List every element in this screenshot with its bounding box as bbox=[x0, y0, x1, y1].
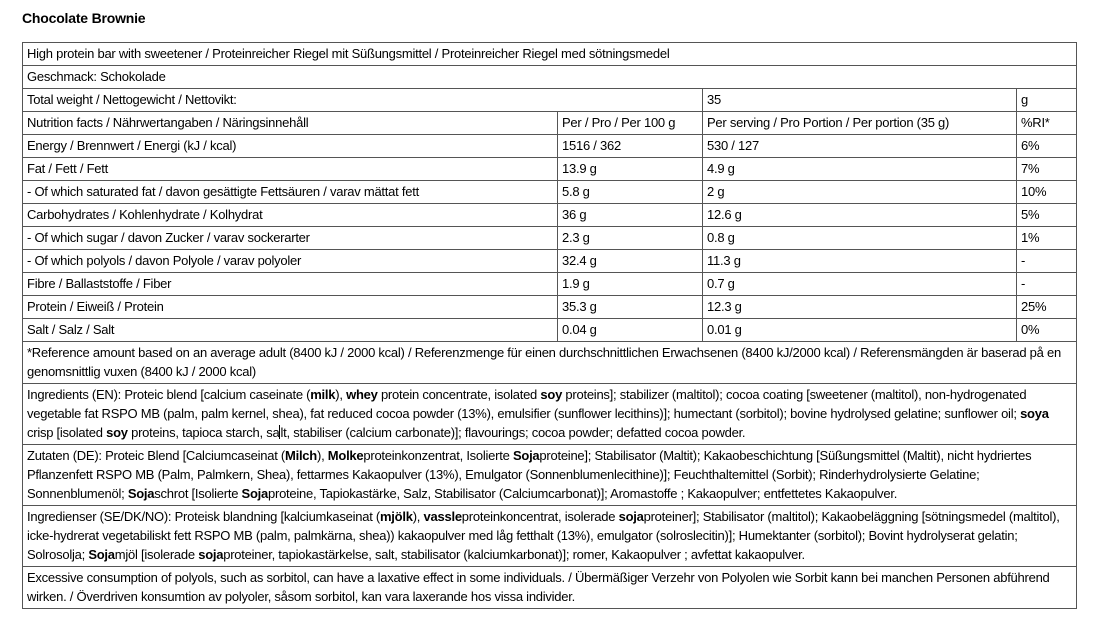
polyols-warning-cell[interactable]: Excessive consumption of polyols, such as sorbitol, can have a laxative effect in some individuals. / Übermäßiger Verzehr von Polyolen wie Sorbit kann bei manchen Personen abführend wirken. / Överdriven konsumtion av polyoler, såsom sorbitol, kan vara laxerande hos vissa individer. bbox=[23, 567, 1077, 609]
ri-value-cell[interactable]: 10% bbox=[1017, 181, 1077, 204]
product-info-section bbox=[23, 43, 1077, 135]
ri-header-cell[interactable]: %RI* bbox=[1017, 112, 1077, 135]
per-100g-value-cell[interactable]: 0.04 g bbox=[558, 319, 703, 342]
nutrition-row bbox=[23, 204, 1077, 227]
ingredients-de-cell[interactable]: Zutaten (DE): Proteic Blend [Calciumcaseinat (Milch), Molkeproteinkonzentrat, Isolierte Sojaproteine]; Stabilisator (Maltit); Kakaobeschichtung [Süßungsmittel (Maltit), nicht hydriertes Pflanzenfett RSPO MB (Palm, Palmkern, Shea), fettarmes Kakaopulver (13%), Emulgator (Sonnenblumenlecithine)]; Feuchthaltemittel (Sorbit); Rinderhydrolysierte Gelatine; Sonnenblumenöl; Sojaschrot [Isolierte Sojaproteine, Tapiokastärke, Salz, Stabilisator (Calciumcarbonat)]; Aromastoffe ; Kakaopulver; entfettetes Kakaopulver. bbox=[23, 445, 1077, 506]
ri-value-cell[interactable]: 5% bbox=[1017, 204, 1077, 227]
per-100g-header-cell[interactable]: Per / Pro / Per 100 g bbox=[558, 112, 703, 135]
per-100g-value-cell[interactable]: 13.9 g bbox=[558, 158, 703, 181]
nutrition-row bbox=[23, 273, 1077, 296]
ri-value-cell[interactable]: 6% bbox=[1017, 135, 1077, 158]
flavor-cell[interactable]: Geschmack: Schokolade bbox=[23, 66, 1077, 89]
total-weight-unit-cell[interactable]: g bbox=[1017, 89, 1077, 112]
nutrition-row bbox=[23, 296, 1077, 319]
per-serving-value-cell[interactable]: 0.01 g bbox=[703, 319, 1017, 342]
per-serving-value-cell[interactable]: 11.3 g bbox=[703, 250, 1017, 273]
nutrition-row bbox=[23, 250, 1077, 273]
product-title: Chocolate Brownie bbox=[22, 10, 146, 26]
per-100g-value-cell[interactable]: 2.3 g bbox=[558, 227, 703, 250]
per-serving-value-cell[interactable]: 12.3 g bbox=[703, 296, 1017, 319]
total-weight-row bbox=[23, 89, 1077, 112]
per-serving-value-cell[interactable]: 0.7 g bbox=[703, 273, 1017, 296]
ingredients-en-row bbox=[23, 384, 1077, 445]
total-weight-value-cell[interactable]: 35 bbox=[703, 89, 1017, 112]
per-serving-header-cell[interactable]: Per serving / Pro Portion / Per portion (35 g) bbox=[703, 112, 1017, 135]
reference-note-row bbox=[23, 342, 1077, 384]
nutrient-label-cell[interactable]: Carbohydrates / Kohlenhydrate / Kolhydrat bbox=[23, 204, 558, 227]
ri-value-cell[interactable]: 7% bbox=[1017, 158, 1077, 181]
nutrient-label-cell[interactable]: Energy / Brennwert / Energi (kJ / kcal) bbox=[23, 135, 558, 158]
ingredients-se-row bbox=[23, 506, 1077, 567]
per-100g-value-cell[interactable]: 1516 / 362 bbox=[558, 135, 703, 158]
nutrient-label-cell[interactable]: Fibre / Ballaststoffe / Fiber bbox=[23, 273, 558, 296]
flavor-row bbox=[23, 66, 1077, 89]
notes-section bbox=[23, 342, 1077, 609]
per-serving-value-cell[interactable]: 530 / 127 bbox=[703, 135, 1017, 158]
nutrient-label-cell[interactable]: Fat / Fett / Fett bbox=[23, 158, 558, 181]
ri-value-cell[interactable]: 25% bbox=[1017, 296, 1077, 319]
description-row bbox=[23, 43, 1077, 66]
nutrient-rows-section bbox=[23, 135, 1077, 342]
polyols-warning-row bbox=[23, 567, 1077, 609]
per-100g-value-cell[interactable]: 32.4 g bbox=[558, 250, 703, 273]
nutrition-row bbox=[23, 319, 1077, 342]
nutrient-label-cell[interactable]: - Of which sugar / davon Zucker / varav sockerarter bbox=[23, 227, 558, 250]
reference-note-cell[interactable]: *Reference amount based on an average adult (8400 kJ / 2000 kcal) / Referenzmenge für einen durchschnittlichen Erwachsenen (8400 kJ/2000 kcal) / Referensmängden är baserad på en genomsnittlig vuxen (8400 kJ / 2000 kcal) bbox=[23, 342, 1077, 384]
per-serving-value-cell[interactable]: 4.9 g bbox=[703, 158, 1017, 181]
ingredients-se-cell[interactable]: Ingredienser (SE/DK/NO): Proteisk blandning [kalciumkaseinat (mjölk), vassleproteinkoncentrat, isolerade sojaproteiner]; Stabilisator (maltitol); Kakaobeläggning [sötningsmedel (maltitol), icke-hydrerat vegetabiliskt fett RSPO MB (palm, palmkärna, shea)) kakaopulver med låg fetthalt (13%), emulgator (solroslecitin)]; Humektanter (sorbitol); Bovint hydrolyserat gelatin; Solrosolja; Sojamjöl [isolerade sojaproteiner, tapiokastärkelse, salt, stabilisator (kalciumkarbonat)]; romer, Kakaopulver ; avfettat kakaopulver. bbox=[23, 506, 1077, 567]
ri-value-cell[interactable]: 1% bbox=[1017, 227, 1077, 250]
ingredients-en-cell[interactable]: Ingredients (EN): Proteic blend [calcium caseinate (milk), whey protein concentrate, isolated soy proteins]; stabilizer (maltitol); cocoa coating [sweetener (maltitol), non-hydrogenated vegetable fat RSPO MB (palm, palm kernel, shea), fat reduced cocoa powder (13%), emulsifier (sunflower lecithins)]; humectant (sorbitol); bovine hydrolysed gelatine; sunflower oil; soya crisp [isolated soy proteins, tapioca starch, salt, stabiliser (calcium carbonate)]; flavourings; cocoa powder; defatted cocoa powder. bbox=[23, 384, 1077, 445]
per-serving-value-cell[interactable]: 2 g bbox=[703, 181, 1017, 204]
per-serving-value-cell[interactable]: 0.8 g bbox=[703, 227, 1017, 250]
per-100g-value-cell[interactable]: 36 g bbox=[558, 204, 703, 227]
ri-value-cell[interactable]: 0% bbox=[1017, 319, 1077, 342]
nutrient-label-cell[interactable]: - Of which saturated fat / davon gesättigte Fettsäuren / varav mättat fett bbox=[23, 181, 558, 204]
nutrition-facts-header-cell[interactable]: Nutrition facts / Nährwertangaben / Näringsinnehåll bbox=[23, 112, 558, 135]
per-100g-value-cell[interactable]: 1.9 g bbox=[558, 273, 703, 296]
per-serving-value-cell[interactable]: 12.6 g bbox=[703, 204, 1017, 227]
nutrient-label-cell[interactable]: Salt / Salz / Salt bbox=[23, 319, 558, 342]
product-description-cell[interactable]: High protein bar with sweetener / Proteinreicher Riegel mit Süßungsmittel / Proteinreicher Riegel med sötningsmedel bbox=[23, 43, 1077, 66]
nutrition-header-row bbox=[23, 112, 1077, 135]
per-100g-value-cell[interactable]: 5.8 g bbox=[558, 181, 703, 204]
total-weight-label-cell[interactable]: Total weight / Nettogewicht / Nettovikt: bbox=[23, 89, 703, 112]
nutrition-row bbox=[23, 158, 1077, 181]
nutrition-row bbox=[23, 135, 1077, 158]
nutrient-label-cell[interactable]: - Of which polyols / davon Polyole / varav polyoler bbox=[23, 250, 558, 273]
ri-value-cell[interactable]: - bbox=[1017, 250, 1077, 273]
ri-value-cell[interactable]: - bbox=[1017, 273, 1077, 296]
nutrient-label-cell[interactable]: Protein / Eiweiß / Protein bbox=[23, 296, 558, 319]
nutrition-row bbox=[23, 181, 1077, 204]
nutrition-label-table bbox=[22, 42, 1077, 609]
ingredients-de-row bbox=[23, 445, 1077, 506]
per-100g-value-cell[interactable]: 35.3 g bbox=[558, 296, 703, 319]
nutrition-row bbox=[23, 227, 1077, 250]
